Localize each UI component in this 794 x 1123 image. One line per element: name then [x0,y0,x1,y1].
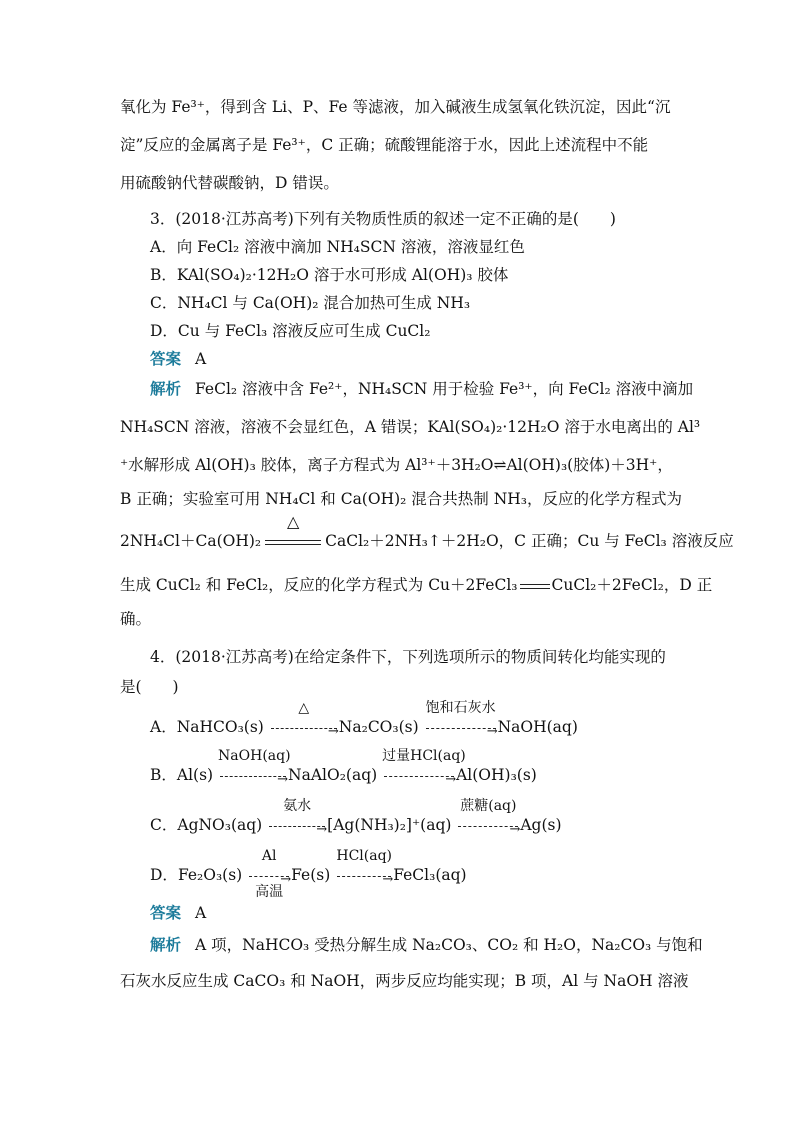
reaction-arrow: 氨水 → [267,815,327,837]
reaction-arrow: 过量HCl(aq) → [382,765,456,787]
q4-option-b [150,748,537,787]
arrow-condition: NaOH(aq) [218,748,291,764]
analysis-label: 解析 [150,379,182,398]
q3-equation-line [120,512,734,553]
q3-analysis-line: B 正确；实验室可用 NH₄Cl 和 Ca(OH)₂ 混合共热制 NH₃，反应的化学方程式为 [120,490,682,508]
analysis-text: FeCl₂ 溶液中含 Fe²⁺，NH₄SCN 用于检验 Fe³⁺，向 FeCl₂ 溶液中滴加 [195,380,694,398]
reaction-arrow: HCl(aq) → [335,865,393,887]
equation-left: 2NH₄Cl＋Ca(OH)₂ [120,532,262,550]
equation-right: CaCl₂＋2NH₃↑＋2H₂O，C 正确；Cu 与 FeCl₃ 溶液反应 [325,532,734,550]
species: AgNO₃(aq) [177,816,263,834]
species: NaAlO₂(aq) [288,766,378,784]
q3-option-d: D．Cu 与 FeCl₃ 溶液反应可生成 CuCl₂ [150,322,431,340]
reaction-arrow: NaOH(aq) → [218,765,288,787]
arrow-condition: 饱和石灰水 [425,700,496,716]
option-label: B． [150,766,177,784]
q4-option-a [150,700,578,739]
q4-option-c [150,798,562,837]
arrow-condition: HCl(aq) [336,848,393,864]
species: NaOH(aq) [497,718,578,736]
answer-label: 答案 [150,349,182,368]
analysis-text: A 项，NaHCO₃ 受热分解生成 Na₂CO₃、CO₂ 和 H₂O，Na₂CO₃ 与饱和 [195,936,703,954]
q3-answer [150,348,206,370]
q3-analysis-line [150,378,693,400]
option-label: D． [150,866,178,884]
species: [Ag(NH₃)₂]⁺(aq) [327,816,452,834]
paragraph-line: 用硫酸钠代替碳酸钠，D 错误。 [120,174,339,192]
paragraph-line: 氧化为 Fe³⁺，得到含 Li、P、Fe 等滤液，加入碱液生成氢氧化铁沉淀，因此“沉 [120,98,671,116]
q4-analysis-line [150,934,703,956]
question-3-stem: 3．(2018·江苏高考)下列有关物质性质的叙述一定不正确的是( ) [150,210,616,228]
answer-value: A [195,350,207,368]
species: Na₂CO₃(s) [338,718,419,736]
q3-equation-line [120,574,712,597]
reaction-arrow: △ → [269,717,339,739]
q4-analysis-line: 石灰水反应生成 CaCO₃ 和 NaOH，两步反应均能实现；B 项，Al 与 NaOH 溶液 [120,972,689,990]
equation-right: CuCl₂＋2FeCl₂，D 正 [551,576,713,594]
paragraph-line: 淀”反应的金属离子是 Fe³⁺，C 正确；硫酸锂能溶于水，因此上述流程中不能 [120,136,649,154]
arrow-condition: △ [298,700,310,716]
q3-option-b: B．KAl(SO₄)₂·12H₂O 溶于水可形成 Al(OH)₃ 胶体 [150,266,509,284]
arrow-condition: Al [261,848,277,864]
question-4-stem: 是( ) [120,678,179,696]
heating-condition-sign [261,512,325,553]
arrow-condition: 蔗糖(aq) [460,798,517,814]
question-4-stem: 4．(2018·江苏高考)在给定条件下，下列选项所示的物质间转化均能实现的 [150,648,666,666]
answer-value: A [195,904,207,922]
arrow-condition: 过量HCl(aq) [382,748,466,764]
analysis-label: 解析 [150,935,182,954]
arrow-condition-below: 高温 [255,884,284,900]
species: Fe₂O₃(s) [177,866,243,884]
q3-analysis-line: NH₄SCN 溶液，溶液不会显红色，A 错误；KAl(SO₄)₂·12H₂O 溶于水电离出的 Al³ [120,418,701,436]
reaction-arrow: 饱和石灰水 → [424,717,498,739]
equals-sign [518,575,552,597]
species: Fe(s) [291,866,331,884]
arrow-condition: 氨水 [283,798,312,814]
heat-symbol: △ [286,512,300,531]
species: FeCl₃(aq) [393,866,467,884]
q3-option-c: C．NH₄Cl 与 Ca(OH)₂ 混合加热可生成 NH₃ [150,294,471,312]
q4-answer [150,902,206,924]
reaction-arrow: Al → 高温 [247,865,291,887]
reaction-arrow: 蔗糖(aq) → [456,815,520,837]
species: Al(OH)₃(s) [456,766,537,784]
option-label: A． [150,718,177,736]
q3-option-a: A．向 FeCl₂ 溶液中滴加 NH₄SCN 溶液，溶液显红色 [150,238,525,256]
equation-left: 生成 CuCl₂ 和 FeCl₂，反应的化学方程式为 Cu＋2FeCl₃ [120,576,518,594]
species: Al(s) [176,766,214,784]
q3-analysis-line: ⁺水解形成 Al(OH)₃ 胶体，离子方程式为 Al³⁺＋3H₂O⇌Al(OH)₃(胶体)＋3H⁺， [120,456,673,474]
species: Ag(s) [520,816,562,834]
q3-analysis-line: 确。 [120,610,152,628]
option-label: C． [150,816,178,834]
q4-option-d [150,848,467,900]
answer-label: 答案 [150,903,182,922]
species: NaHCO₃(s) [176,718,264,736]
